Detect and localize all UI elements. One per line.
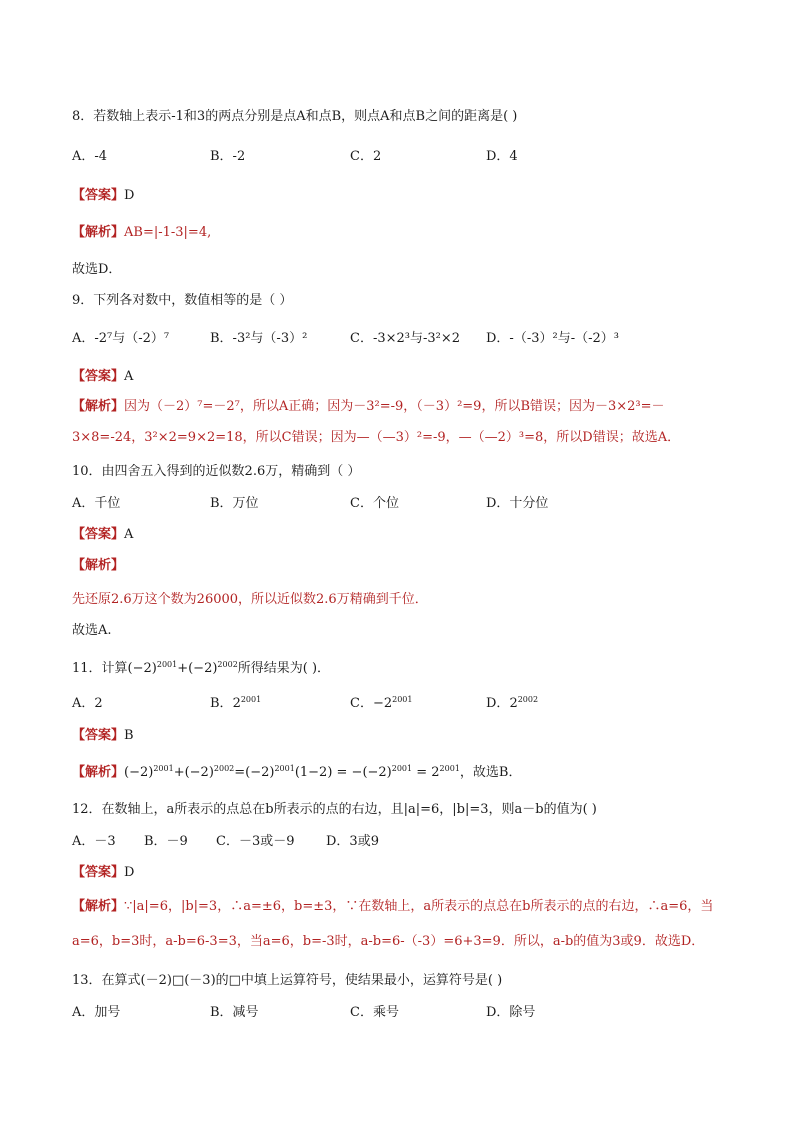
q10-conclusion: 故选A. xyxy=(72,623,112,638)
explanation-label: 【解析】 xyxy=(72,899,125,914)
q10-answer xyxy=(72,526,133,544)
q10-option-b: B．万位 xyxy=(210,496,259,511)
q9-option-c: C．-3×2³与-3²×2 xyxy=(350,331,461,346)
q8-option-a: A．-4 xyxy=(72,149,108,164)
q11-stem-prefix: 11．计算 xyxy=(72,661,128,676)
answer-value: D xyxy=(124,188,135,203)
q12-option-b: B．－9 xyxy=(144,834,188,849)
answer-label: 【答案】 xyxy=(72,728,125,743)
q11-explanation-suffix: ，故选B． xyxy=(459,765,522,780)
answer-label: 【答案】 xyxy=(72,188,125,203)
q10-stem: 10．由四舍五入得到的近似数2.6万，精确到（ ） xyxy=(72,464,361,479)
q8-answer xyxy=(72,187,134,205)
q11-expression: $(-2)^{2001}+(-2)^{2002}$ xyxy=(127,660,238,676)
q13-option-b: B．减号 xyxy=(210,1005,259,1020)
q9-option-b: B．-3²与（-3）² xyxy=(210,331,308,346)
q9-option-a: A．-2⁷与（-2）⁷ xyxy=(72,331,170,346)
answer-value: B xyxy=(124,728,134,743)
q9-explanation-line-2: 3×8=-24，3²×2=9×2=18，所以C错误；因为—（—3）²=-9，—（—2）³=8，所以D错误；故选A． xyxy=(72,430,681,445)
answer-value: A xyxy=(124,369,134,384)
q12-stem: 12．在数轴上，a所表示的点总在b所表示的点的右边，且|a|=6，|b|=3，则a－b的值为( ) xyxy=(72,802,597,817)
explanation-label: 【解析】 xyxy=(72,399,125,414)
q9-option-d: D．-（-3）²与-（-2）³ xyxy=(486,331,619,346)
q13-option-a: A．加号 xyxy=(72,1005,121,1020)
q8-explanation xyxy=(72,224,211,242)
answer-label: 【答案】 xyxy=(72,865,125,880)
q13-option-d: D．除号 xyxy=(486,1005,536,1020)
q8-option-b: B．-2 xyxy=(210,149,246,164)
q12-option-a: A．－3 xyxy=(72,834,116,849)
q11-explanation xyxy=(72,764,521,782)
q11-option-b: B．$2^{2001}$ xyxy=(210,695,262,711)
q9-stem: 9．下列各对数中，数值相等的是（ ） xyxy=(72,293,293,308)
q8-option-d: D．4 xyxy=(486,149,518,164)
q8-option-c: C．2 xyxy=(350,149,382,164)
q11-option-c: C．$-2^{2001}$ xyxy=(350,695,413,711)
q11-option-a: A．2 xyxy=(72,696,103,711)
q13-option-c: C．乘号 xyxy=(350,1005,399,1020)
answer-label: 【答案】 xyxy=(72,369,125,384)
q12-explanation-line-1 xyxy=(72,898,713,916)
explanation-label: 【解析】 xyxy=(72,225,125,240)
q11-stem xyxy=(72,660,330,678)
q10-explanation-label: 【解析】 xyxy=(72,558,125,573)
q9-explanation-line-1 xyxy=(72,398,665,416)
q10-option-a: A．千位 xyxy=(72,496,121,511)
q12-option-d: D．3或9 xyxy=(326,834,379,849)
q8-conclusion: 故选D． xyxy=(72,262,122,277)
q11-option-d: D．$2^{2002}$ xyxy=(486,695,539,711)
explanation-text: 因为（－2）⁷=－2⁷，所以A正确；因为－3²=-9，（－3）²=9，所以B错误；因为－3×2³=－ xyxy=(124,399,665,414)
answer-value: A xyxy=(124,527,134,542)
q13-stem: 13．在算式(－2)□(－3)的□中填上运算符号，使结果最小，运算符号是( ) xyxy=(72,973,503,988)
explanation-text: AB=|-1-3|=4, xyxy=(124,225,212,240)
answer-value: D xyxy=(124,865,135,880)
answer-label: 【答案】 xyxy=(72,527,125,542)
q10-explanation-text: 先还原2.6万这个数为26000，所以近似数2.6万精确到千位． xyxy=(72,592,428,607)
q9-answer xyxy=(72,368,133,386)
explanation-text: ∵|a|=6，|b|=3，∴a=±6，b=±3，∵在数轴上，a所表示的点总在b所表示的点的右边，∴a=6，当 xyxy=(124,899,714,914)
q12-explanation-line-2: a=6，b=3时，a-b=6-3=3，当a=6，b=-3时，a-b=6-（-3）=6+3=9．所以，a-b的值为3或9．故选D． xyxy=(72,934,705,949)
q11-answer xyxy=(72,727,134,745)
q11-explanation-formula: $(-2)^{2001}+(-2)^{2002}=(-2)^{2001}(1-2) = -(-2)^{2001} = 2^{2001}$ xyxy=(124,764,460,780)
q12-option-c: C．－3或－9 xyxy=(216,834,295,849)
q11-stem-suffix: 所得结果为( )． xyxy=(237,661,331,676)
q12-answer xyxy=(72,864,134,882)
q10-option-c: C．个位 xyxy=(350,496,399,511)
q10-option-d: D．十分位 xyxy=(486,496,549,511)
explanation-label: 【解析】 xyxy=(72,765,125,780)
q8-stem: 8．若数轴上表示-1和3的两点分别是点A和点B，则点A和点B之间的距离是( ) xyxy=(72,109,518,124)
